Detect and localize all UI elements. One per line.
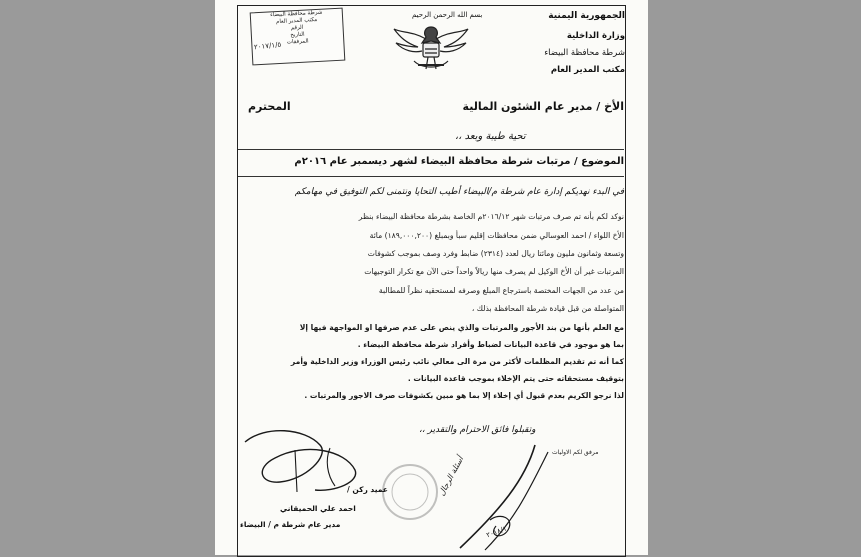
body-line: من عدد من الجهات المختصة باسترجاع المبلغ وصرفه لمستحقيه نظراً للمطالبة xyxy=(378,286,624,295)
letterhead-republic: الجمهورية اليمنية xyxy=(548,11,625,21)
body-line: المتواصلة من قبل قيادة شرطة المحافظة بذلك ، xyxy=(471,304,624,313)
letterhead-office: مكتب المدير العام xyxy=(550,65,625,75)
yemen-eagle-emblem-icon xyxy=(392,21,470,75)
opening-line: في البدء نهديكم إدارة عام شرطة م/البيضاء أطيب التحايا ونتمنى لكم التوفيق في مهامكم xyxy=(294,187,624,197)
margin-annotation: أسئلة الرجال xyxy=(437,454,466,498)
signature-title: مدير عام شرطة م / البيضاء xyxy=(240,520,341,529)
body-line: المرتبات غير أن الأخ الوكيل لم يصرف منها ريالاً واحداً حتى الآن مع تكرار التوجيهات xyxy=(364,267,624,276)
attachment-note: مرفق لكم الاوليات xyxy=(552,449,599,456)
stamp-line: شرطة محافظة البيضاء xyxy=(270,9,323,19)
greeting: تحية طيبة وبعد ،، xyxy=(455,131,526,142)
bismillah: بسم الله الرحمن الرحيم xyxy=(412,11,483,19)
body-line: نوكد لكم بأنه تم صرف مرتبات شهر ٢٠١٦/١٢م الخاصة بشرطة محافظة البيضاء بنظر xyxy=(358,212,624,221)
subject-line: الموضوع / مرتبات شرطة محافظة البيضاء لشهر ديسمبر عام ٢٠١٦م xyxy=(294,156,624,167)
body-line: الأخ اللواء / احمد العوسالي ضمن محافظات إقليم سبأ وبمبلغ (١٨٩,٠٠٠,٢٠٠) مائة xyxy=(369,231,624,240)
body-line: وتسعة وثمانون مليون ومائتا ريال لعدد (٢٣١٤) ضابط وفرد وصف بموجب كشوفات xyxy=(367,249,624,258)
margin-date: ٢٠١٨/١ xyxy=(485,524,508,540)
subject-rule-top xyxy=(238,149,624,150)
stamp-line: التاريخ xyxy=(290,31,305,39)
signature-rank: عميد ركن / xyxy=(347,485,388,494)
stamp-line: مكتب المدير العام xyxy=(275,16,318,26)
letterhead-police: شرطة محافظة البيضاء xyxy=(544,48,625,58)
closing-line: وتقبلوا فائق الاحترام والتقدير ،، xyxy=(419,425,536,435)
stamp-handwritten-date: ٢٠١٧/١/٥ xyxy=(253,40,282,52)
stamp-line: الرقم xyxy=(290,24,304,32)
body-line: بتوقيف مستحقاته حتى يتم الإخلاء بموجب قاعدة البيانات . xyxy=(407,374,624,383)
signature-scribble-icon xyxy=(235,420,365,500)
stamp-line: المرفقات xyxy=(286,38,309,46)
body-line: لذا نرجو الكريم بعدم قبول أي إخلاء إلا بما هو مبين بكشوفات صرف الاجور والمرتبات . xyxy=(304,391,624,400)
reference-stamp xyxy=(250,8,346,66)
body-line: كما أنه تم تقديم المظلمات لأكثر من مرة الى معالي نائب رئيس الوزراء وزير الداخلية وأمر xyxy=(290,357,624,366)
letterhead-ministry: وزارة الداخلية xyxy=(566,31,625,41)
body-line: مع العلم بأنها من بند الأجور والمرتبات والذي ينص على عدم صرفها او المواجهة فيها إلا xyxy=(299,323,624,332)
body-line: بما هو موجود في قاعدة البيانات لضباط وأفراد شرطة محافظة البيضاء . xyxy=(357,340,624,349)
addressee-honorific: المحترم xyxy=(248,100,291,113)
subject-rule-bottom xyxy=(238,176,624,177)
addressee: الأخ / مدير عام الشئون المالية xyxy=(462,100,624,113)
signature-name: احمد علي الحميقاني xyxy=(280,504,356,513)
